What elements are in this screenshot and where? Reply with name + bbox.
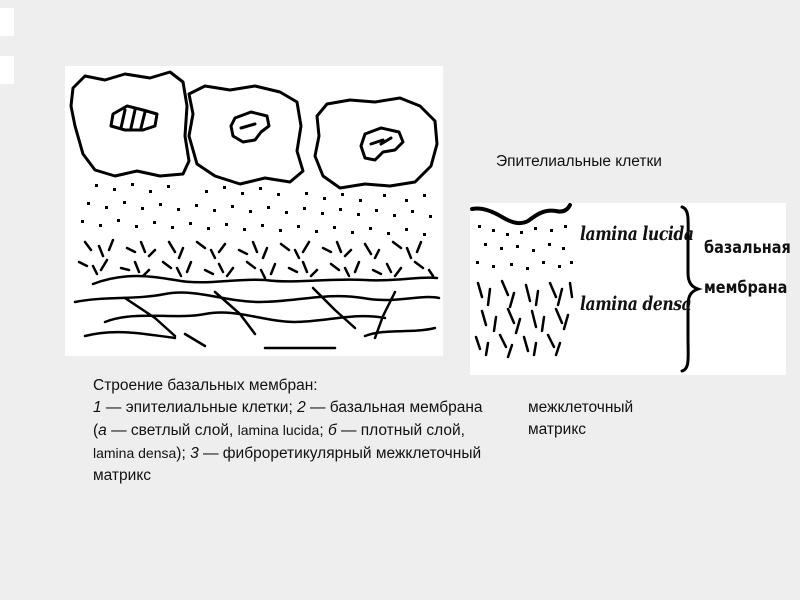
caption-num-2: 2 — [297, 399, 306, 416]
caption-letter-b: б — [327, 422, 337, 439]
nucleus-2 — [231, 112, 269, 142]
cell-edge — [472, 205, 570, 223]
caption-text-1: — эпителиальные клетки; — [101, 399, 298, 416]
caption-lamina-lucida: lamina lucida — [237, 422, 320, 438]
lamina-densa-label: lamina densa — [580, 293, 692, 315]
side-tab-bottom — [0, 56, 14, 84]
basement-membrane-drawing — [65, 66, 443, 356]
figure-caption — [93, 375, 493, 487]
caption-title: Строение базальных мембран: — [93, 377, 318, 394]
caption-text-a: — светлый слой, — [106, 422, 238, 439]
caption-sep: ; — [319, 422, 328, 439]
caption-num-1: 1 — [93, 399, 102, 416]
epithelial-cells-label: Эпителиальные клетки — [496, 153, 662, 170]
caption-text-3-pre: ); — [176, 445, 191, 462]
basement-membrane-diagram — [65, 66, 443, 356]
caption-letter-a: а — [98, 422, 107, 439]
basal-membrane-label — [704, 237, 791, 299]
nucleus-1 — [111, 106, 157, 130]
side-tab-top — [0, 8, 14, 36]
caption-text-b: — плотный слой, — [336, 422, 465, 439]
epithelial-cell-2 — [189, 86, 303, 184]
caption-lamina-densa: lamina densa — [93, 445, 177, 461]
basal-membrane-label-line1: базальная — [704, 238, 791, 258]
epithelial-cell-1 — [71, 72, 189, 176]
caption-num-3: 3 — [190, 445, 199, 462]
intercellular-matrix-label: межклеточный матрикс — [528, 399, 634, 438]
basement-membrane-detail-diagram — [470, 203, 791, 375]
nucleus-3 — [361, 128, 403, 160]
lamina-lucida-label: lamina lucida — [580, 223, 694, 245]
caption-text-2: — базальная мембрана ( — [93, 399, 483, 439]
basal-membrane-label-line2: мембрана — [704, 278, 788, 298]
caption-text-3: — фиброретикулярный межклеточный матрикс — [93, 445, 482, 484]
